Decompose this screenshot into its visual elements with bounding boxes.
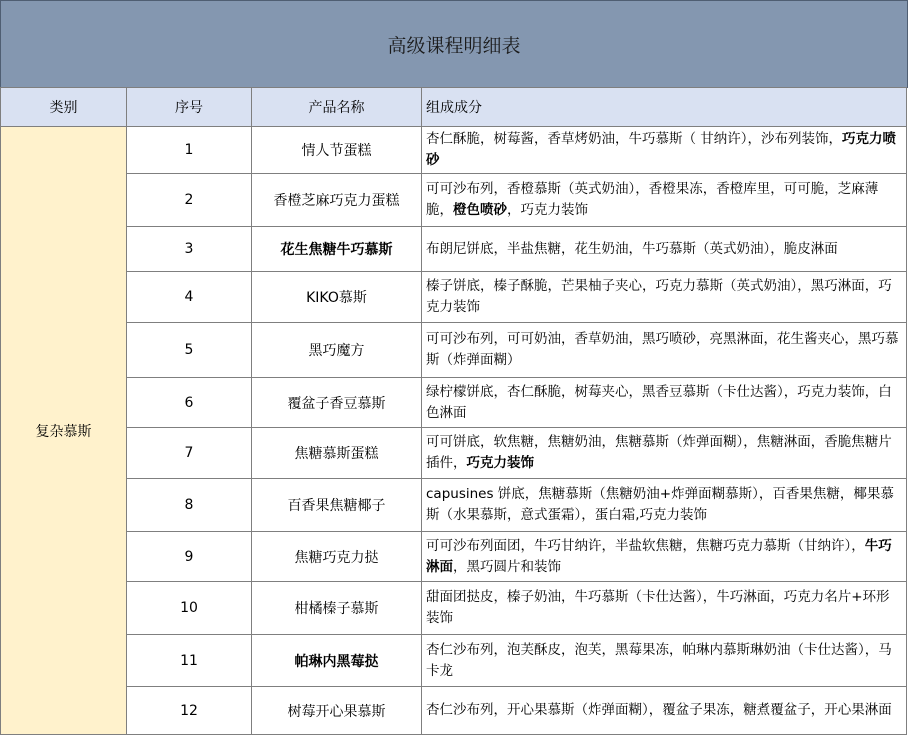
composition-cell <box>422 378 907 428</box>
row-number: 6 <box>127 378 252 428</box>
row-number: 5 <box>127 323 252 378</box>
table-row <box>1 174 907 227</box>
table-row <box>1 635 907 687</box>
table-row <box>1 532 907 582</box>
composition-cell <box>422 532 907 582</box>
product-name: 树莓开心果慕斯 <box>252 687 422 735</box>
row-number: 8 <box>127 479 252 532</box>
table-row <box>1 428 907 479</box>
header-number: 序号 <box>127 88 252 127</box>
product-name: 帕琳内黑莓挞 <box>252 635 422 687</box>
header-row <box>1 88 907 127</box>
composition-highlight: 牛巧淋面 <box>426 537 892 575</box>
product-name: 百香果焦糖椰子 <box>252 479 422 532</box>
composition-text: 可可沙布列，可可奶油，香草奶油，黑巧喷砂，亮黑淋面，花生酱夹心，黑巧慕斯（炸弹面糊） <box>426 331 899 368</box>
row-number: 9 <box>127 532 252 582</box>
composition-text: 榛子饼底，榛子酥脆，芒果柚子夹心，巧克力慕斯（英式奶油），黑巧淋面，巧克力装饰 <box>426 278 892 315</box>
composition-text: ，巧克力装饰 <box>507 202 588 218</box>
composition-text: 可可饼底，软焦糖，焦糖奶油，焦糖慕斯（炸弹面糊），焦糖淋面，香脆焦糖片插件， <box>426 434 892 471</box>
composition-cell <box>422 174 907 227</box>
composition-cell <box>422 272 907 323</box>
product-name: 黑巧魔方 <box>252 323 422 378</box>
product-name: 覆盆子香豆慕斯 <box>252 378 422 428</box>
header-product-name: 产品名称 <box>252 88 422 127</box>
composition-text: capusines 饼底，焦糖慕斯（焦糖奶油+炸弹面糊慕斯），百香果焦糖，椰果慕斯（水果慕斯，意式蛋霜），蛋白霜,巧克力装饰 <box>426 486 894 523</box>
composition-text: 可可沙布列面团，牛巧甘纳许，半盐软焦糖，焦糖巧克力慕斯（甘纳许）， <box>426 537 865 554</box>
product-name: 焦糖巧克力挞 <box>252 532 422 582</box>
product-name: KIKO慕斯 <box>252 272 422 323</box>
table-row <box>1 687 907 735</box>
composition-cell <box>422 428 907 479</box>
composition-highlight: 橙色喷砂 <box>453 202 507 218</box>
table-row <box>1 582 907 635</box>
composition-text: 杏仁沙布列，开心果慕斯（炸弹面糊），覆盆子果冻，糖煮覆盆子，开心果淋面 <box>426 702 892 718</box>
row-number: 3 <box>127 227 252 272</box>
product-name: 香橙芝麻巧克力蛋糕 <box>252 174 422 227</box>
composition-cell <box>422 227 907 272</box>
composition-text: ，黑巧圆片和装饰 <box>453 558 561 575</box>
product-name: 情人节蛋糕 <box>252 127 422 174</box>
composition-text: 布朗尼饼底，半盐焦糖，花生奶油，牛巧慕斯（英式奶油），脆皮淋面 <box>426 240 838 257</box>
composition-text: 杏仁沙布列，泡芙酥皮，泡芙，黑莓果冻，帕琳内慕斯琳奶油（卡仕达酱），马卡龙 <box>426 641 892 679</box>
product-name: 花生焦糖牛巧慕斯 <box>252 227 422 272</box>
composition-text: 杏仁酥脆，树莓酱，香草烤奶油，牛巧慕斯（ 甘纳许），沙布列装饰， <box>426 131 843 147</box>
composition-cell <box>422 127 907 174</box>
product-name: 柑橘榛子慕斯 <box>252 582 422 635</box>
course-table <box>0 87 907 735</box>
composition-text: 可可沙布列，香橙慕斯（英式奶油），香橙果冻，香橙库里，可可脆，芝麻薄脆， <box>426 181 879 218</box>
composition-cell <box>422 479 907 532</box>
composition-cell <box>422 582 907 635</box>
header-composition: 组成成分 <box>422 88 907 127</box>
composition-text: 甜面团挞皮，榛子奶油，牛巧慕斯（卡仕达酱），牛巧淋面，巧克力名片+环形装饰 <box>426 589 890 626</box>
composition-cell <box>422 323 907 378</box>
table-row <box>1 378 907 428</box>
row-number: 7 <box>127 428 252 479</box>
composition-highlight: 巧克力喷砂 <box>426 131 897 168</box>
table-row <box>1 479 907 532</box>
row-number: 1 <box>127 127 252 174</box>
table-row <box>1 323 907 378</box>
table-row <box>1 272 907 323</box>
header-category: 类别 <box>1 88 127 127</box>
composition-highlight: 巧克力装饰 <box>466 455 534 471</box>
table-row <box>1 127 907 174</box>
composition-cell <box>422 687 907 735</box>
table-body <box>1 127 907 735</box>
composition-text: 绿柠檬饼底，杏仁酥脆，树莓夹心，黑香豆慕斯（卡仕达酱），巧克力装饰，白色淋面 <box>426 383 892 421</box>
table-title: 高级课程明细表 <box>0 0 908 88</box>
product-name: 焦糖慕斯蛋糕 <box>252 428 422 479</box>
row-number: 2 <box>127 174 252 227</box>
row-number: 12 <box>127 687 252 735</box>
table-row <box>1 227 907 272</box>
row-number: 10 <box>127 582 252 635</box>
row-number: 4 <box>127 272 252 323</box>
composition-cell <box>422 635 907 687</box>
category-cell: 复杂慕斯 <box>1 127 127 735</box>
row-number: 11 <box>127 635 252 687</box>
